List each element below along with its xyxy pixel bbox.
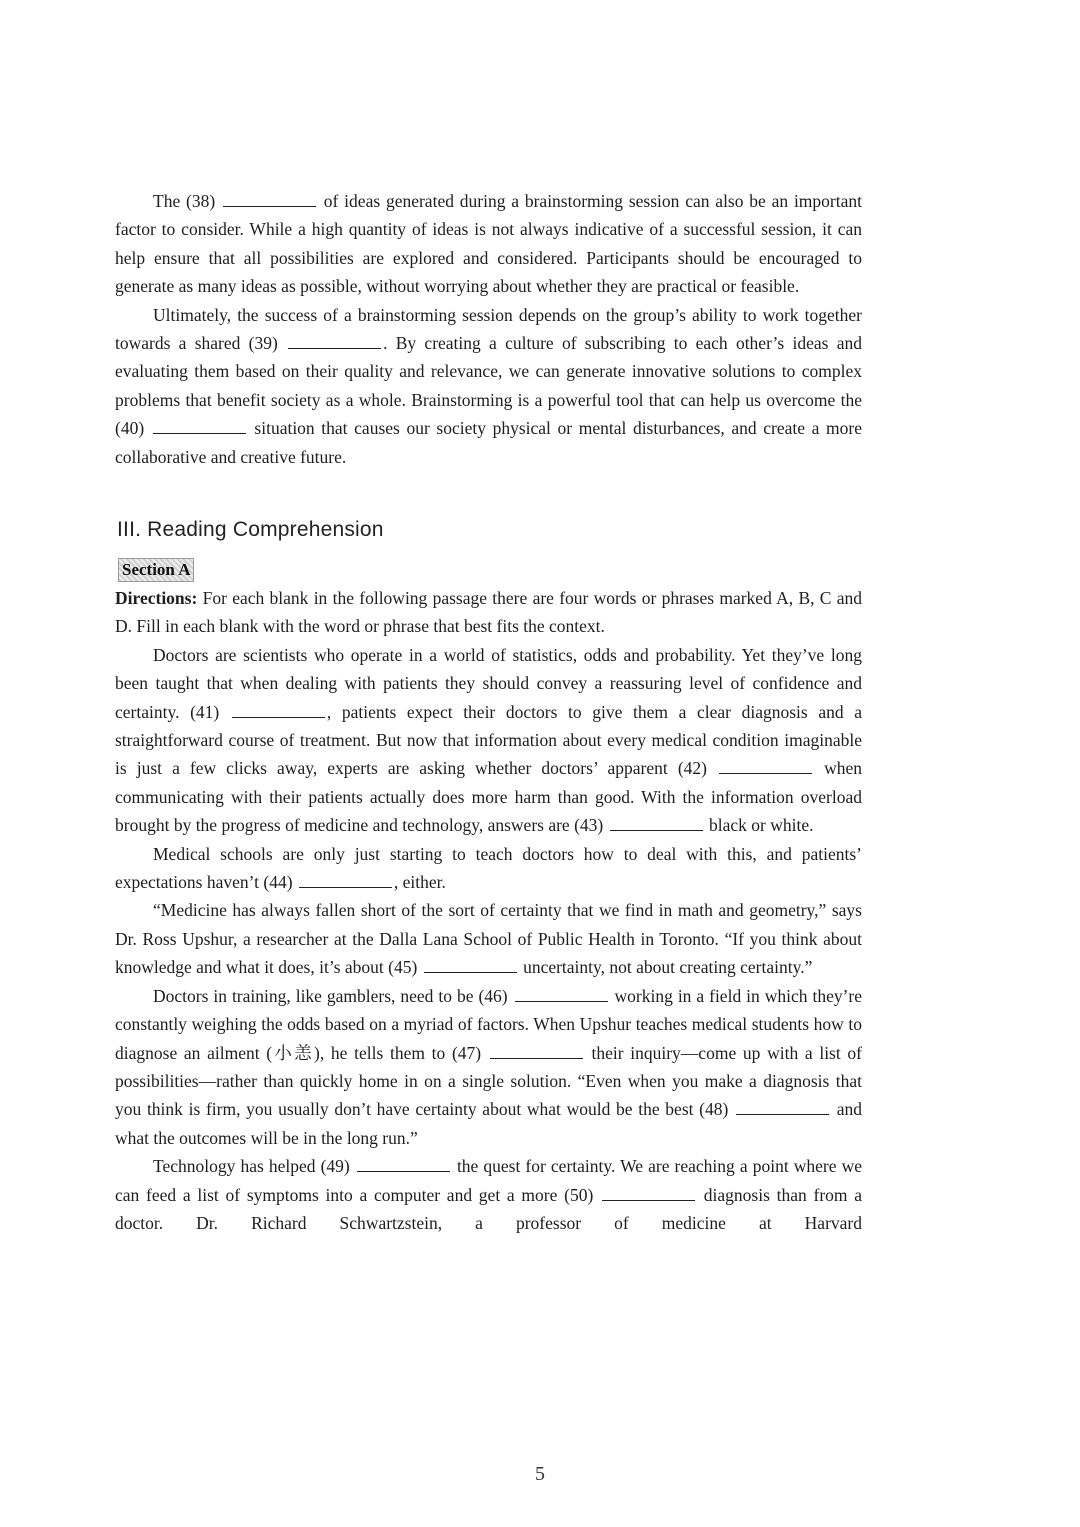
text: , patients expect their doctors to give them a clear diagnosis and a straightforward course of treatment. But now that information about every medical condition imaginable is just a few clicks away, experts are asking whether doctors’ apparent (42) <box>115 701 862 779</box>
blank-44[interactable] <box>299 871 392 888</box>
blank-48[interactable] <box>736 1099 829 1116</box>
text: Doctors in training, like gamblers, need to be (46) <box>153 985 508 1006</box>
section-a-tag: Section A <box>118 558 194 582</box>
text: Medical schools are only just starting to teach doctors how to deal with this, and patients’ expectations haven’t (44) <box>115 843 862 893</box>
page-number: 5 <box>535 1463 545 1485</box>
text: when communicating with their patients actually does more harm than good. With the information overload brought by the progress of medicine and technology, answers are (43) <box>115 758 863 836</box>
blank-40[interactable] <box>153 418 246 435</box>
text: . By creating a culture of subscribing to each other’s ideas and evaluating them based on their quality and relevance, we can generate innovative solutions to complex problems that benefit society as a whole. Brainstorming is a powerful tool that can help us overcome the (40) <box>115 333 862 439</box>
paragraph-doctors <box>115 641 862 840</box>
text: diagnosis than from a doctor. Dr. Richard Schwartzstein, a professor of medicine at Harvard <box>115 1184 863 1233</box>
blank-50[interactable] <box>602 1184 695 1201</box>
text: working in a field in which they’re constantly weighing the odds based on a myriad of factors. When Upshur teaches medical students how to diagnose an ailment (小恙), he tells them to (47) <box>115 985 863 1063</box>
paragraph-quote-upshur <box>115 896 862 981</box>
text: of ideas generated during a brainstorming session can also be an important factor to consider. While a high quantity of ideas is not always indicative of a successful session, it can help ensure that all possibilities are explored and considered. Participants should be encouraged to generate as many ideas as possible, without worrying about whether they are practical or feasible. <box>115 191 862 297</box>
paragraph-gamblers <box>115 982 862 1152</box>
blank-42[interactable] <box>719 758 812 775</box>
text: Technology has helped (49) <box>153 1156 350 1177</box>
directions <box>115 584 862 641</box>
text: uncertainty, not about creating certainty.” <box>523 957 813 978</box>
text: , either. <box>393 872 446 893</box>
blank-39[interactable] <box>288 332 381 349</box>
paragraph-medical-schools <box>115 840 862 897</box>
text: black or white. <box>708 815 814 836</box>
blank-47[interactable] <box>490 1042 583 1059</box>
text: the quest for certainty. We are reaching a point where we can feed a list of symptoms into a computer and get a more (50) <box>115 1156 863 1205</box>
directions-text: For each blank in the following passage there are four words or phrases marked A, B, C and D. Fill in each blank with the word or phrase that best fits the context. <box>115 588 863 637</box>
blank-38[interactable] <box>223 190 316 207</box>
blank-43[interactable] <box>610 815 703 832</box>
text: Doctors are scientists who operate in a world of statistics, odds and probability. Yet they’ve long been taught that when dealing with patients they should convey a reassuring level of confidence and certainty. (41) <box>115 644 862 722</box>
blank-41[interactable] <box>232 701 325 718</box>
text: their inquiry—come up with a list of possibilities—rather than quickly home in on a single solution. “Even when you make a diagnosis that you think is firm, you usually don’t have certainty about what would be the best (48) <box>115 1042 862 1120</box>
reading-passage <box>115 584 862 1237</box>
text: and what the outcomes will be in the long run.” <box>115 1099 863 1148</box>
paragraph-quantity <box>115 187 862 301</box>
text: “Medicine has always fallen short of the sort of certainty that we find in math and geometry,” says Dr. Ross Upshur, a researcher at the Dalla Lana School of Public Health in Toronto. “If you think about knowledge and what it does, it’s about (45) <box>115 900 862 978</box>
directions-label: Directions: <box>115 588 198 608</box>
text: Ultimately, the success of a brainstorming session depends on the group’s ability to work together towards a shared (39) <box>115 304 862 354</box>
text: situation that causes our society physical or mental disturbances, and create a more collaborative and creative future. <box>115 418 863 467</box>
section-heading: III. Reading Comprehension <box>117 518 384 541</box>
blank-46[interactable] <box>515 985 608 1002</box>
cloze-passage <box>115 187 862 471</box>
paragraph-ultimately <box>115 301 862 471</box>
paragraph-technology <box>115 1152 862 1237</box>
text: The (38) <box>153 191 216 211</box>
blank-49[interactable] <box>357 1155 450 1172</box>
blank-45[interactable] <box>424 957 517 974</box>
